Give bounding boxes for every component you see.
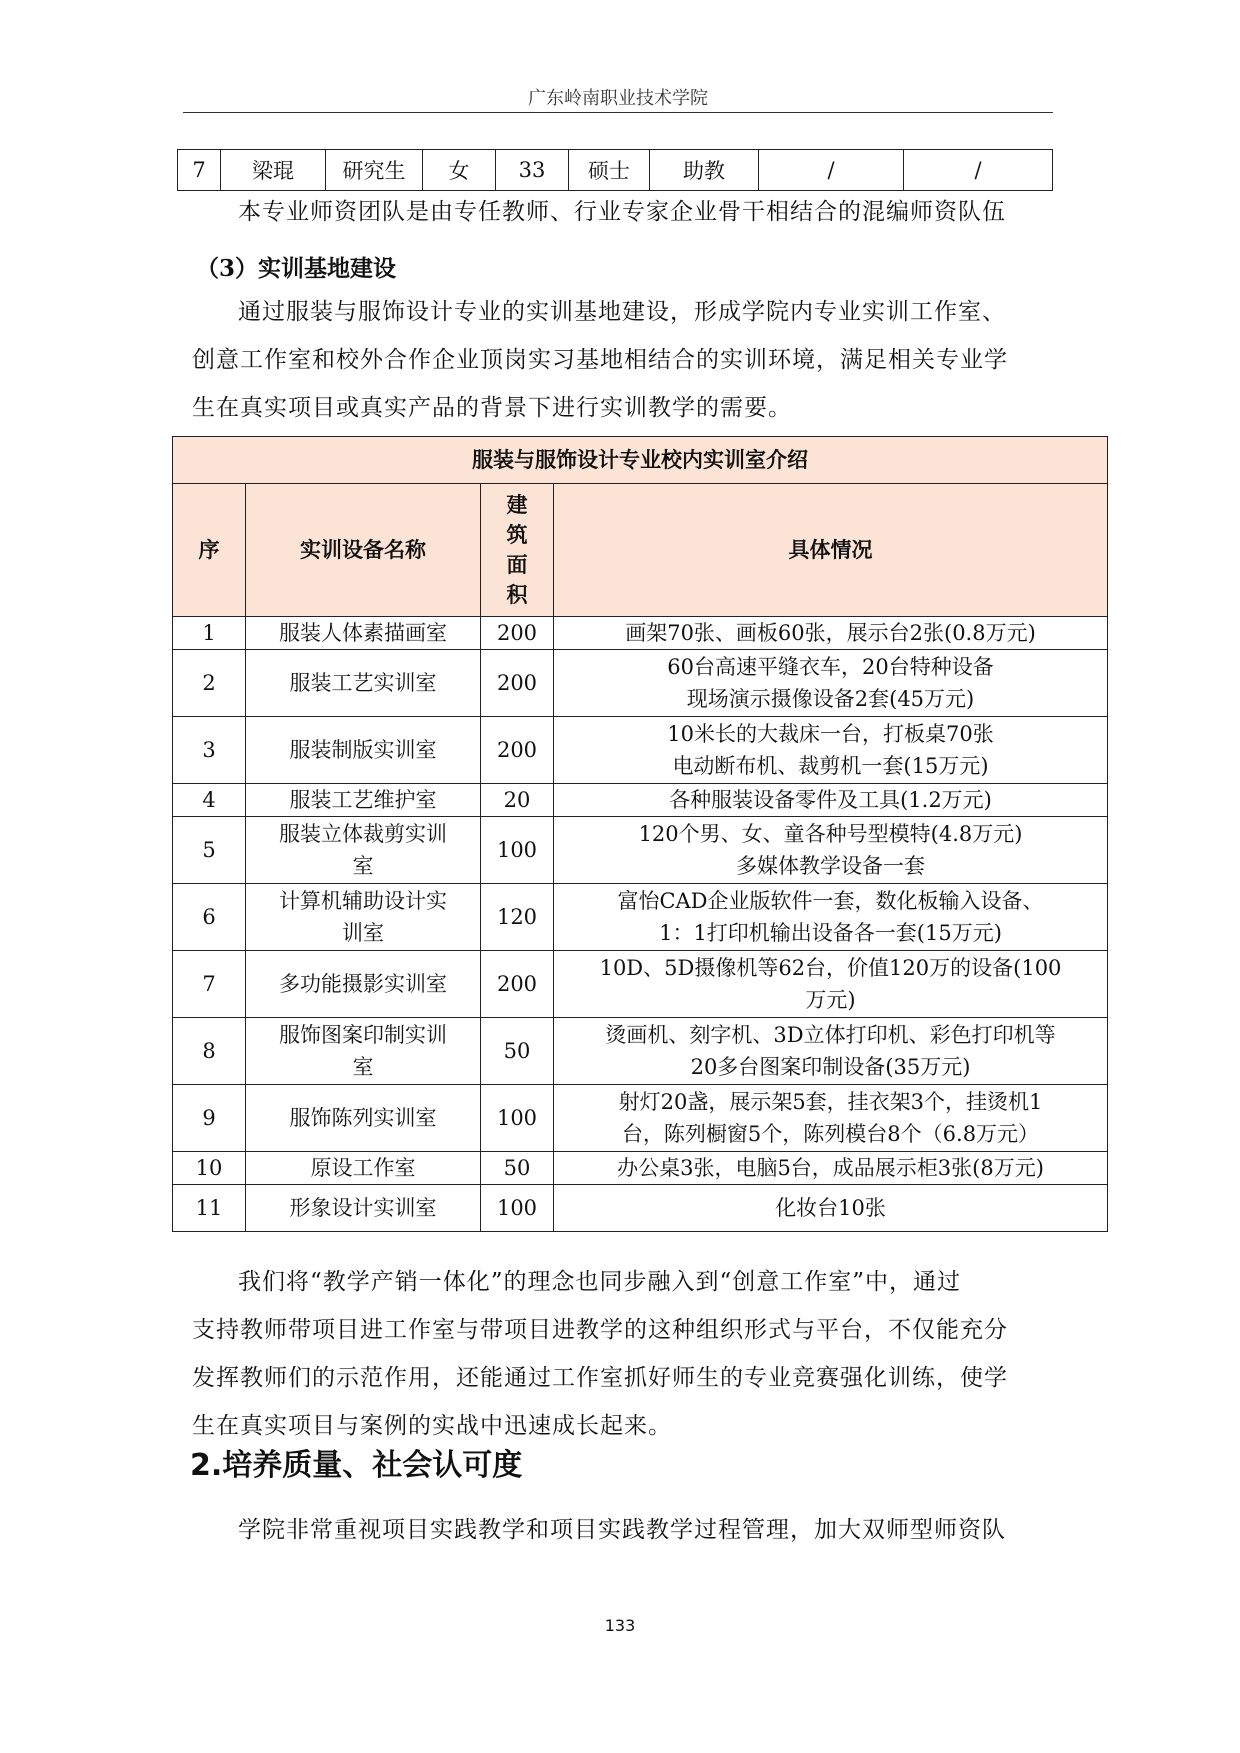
cell-name: 多功能摄影实训室 [246, 951, 481, 1018]
col-header-name: 实训设备名称 [246, 484, 481, 617]
cell-name: 形象设计实训室 [246, 1185, 481, 1232]
cell-detail: 办公桌3张，电脑5台，成品展示柜3张(8万元) [554, 1152, 1108, 1185]
table-header-row [173, 484, 1108, 617]
cell-name: 原设工作室 [246, 1152, 481, 1185]
cell-area: 200 [481, 717, 554, 784]
table-row [173, 1018, 1108, 1085]
table-row [173, 650, 1108, 717]
staff-cell: 女 [423, 150, 496, 191]
table-row [173, 884, 1108, 951]
cell-name: 服装人体素描画室 [246, 617, 481, 650]
cell-detail: 画架70张、画板60张，展示台2张(0.8万元) [554, 617, 1108, 650]
cell-area: 100 [481, 1085, 554, 1152]
table-row [173, 617, 1108, 650]
table-row [173, 817, 1108, 884]
staff-cell: / [759, 150, 904, 191]
cell-name: 服装工艺实训室 [246, 650, 481, 717]
table-row [173, 784, 1108, 817]
text-line: 生在真实项目或真实产品的背景下进行实训教学的需要。 [192, 395, 792, 421]
cell-no: 9 [173, 1085, 246, 1152]
staff-table-fragment [177, 149, 1053, 191]
cell-detail: 烫画机、刻字机、3D立体打印机、彩色打印机等 20多台图案印制设备(35万元) [554, 1018, 1108, 1085]
col-header-area: 建筑面积 [481, 484, 554, 617]
col-header-detail: 具体情况 [554, 484, 1108, 617]
staff-cell: 33 [496, 150, 569, 191]
text-line: 通过服装与服饰设计专业的实训基地建设，形成学院内专业实训工作室、 [238, 299, 1006, 325]
paragraph-studio [192, 1258, 1042, 1450]
table-title: 服装与服饰设计专业校内实训室介绍 [173, 437, 1108, 484]
paragraph-training-base [192, 288, 1042, 432]
cell-no: 11 [173, 1185, 246, 1232]
table-title-row [173, 437, 1108, 484]
page-header: 广东岭南职业技术学院 [528, 88, 708, 109]
cell-name: 服装工艺维护室 [246, 784, 481, 817]
cell-no: 4 [173, 784, 246, 817]
cell-area: 100 [481, 817, 554, 884]
cell-detail: 10米长的大裁床一台，打板桌70张 电动断布机、裁剪机一套(15万元) [554, 717, 1108, 784]
cell-name: 服饰图案印制实训 室 [246, 1018, 481, 1085]
cell-area: 20 [481, 784, 554, 817]
text-line: 生在真实项目与案例的实战中迅速成长起来。 [192, 1413, 672, 1439]
cell-no: 1 [173, 617, 246, 650]
cell-detail: 各种服装设备零件及工具(1.2万元) [554, 784, 1108, 817]
cell-detail: 化妆台10张 [554, 1185, 1108, 1232]
table-body [173, 617, 1108, 1232]
cell-area: 50 [481, 1152, 554, 1185]
page-number: 133 [604, 1616, 636, 1635]
table-row [173, 1085, 1108, 1152]
cell-no: 3 [173, 717, 246, 784]
staff-cell: / [904, 150, 1053, 191]
cell-name: 服装制版实训室 [246, 717, 481, 784]
staff-cell: 硕士 [569, 150, 650, 191]
cell-area: 50 [481, 1018, 554, 1085]
table-row [173, 1185, 1108, 1232]
section-heading-training-base: （3）实训基地建设 [196, 255, 397, 282]
text-line: 创意工作室和校外合作企业顶岗实习基地相结合的实训环境，满足相关专业学 [192, 347, 1008, 373]
table-row [173, 1152, 1108, 1185]
staff-cell: 研究生 [326, 150, 423, 191]
cell-name: 服装立体裁剪实训 室 [246, 817, 481, 884]
paragraph-team: 本专业师资团队是由专任教师、行业专家企业骨干相结合的混编师资队伍 [238, 199, 1006, 225]
table-row [173, 951, 1108, 1018]
cell-name: 服饰陈列实训室 [246, 1085, 481, 1152]
cell-no: 2 [173, 650, 246, 717]
cell-no: 10 [173, 1152, 246, 1185]
training-room-table [172, 436, 1108, 1232]
cell-no: 6 [173, 884, 246, 951]
cell-detail: 射灯20盏，展示架5套，挂衣架3个，挂烫机1 台，陈列橱窗5个，陈列模台8个（6.8万元） [554, 1085, 1108, 1152]
cell-detail: 富怡CAD企业版软件一套，数化板输入设备、 1：1打印机输出设备各一套(15万元) [554, 884, 1108, 951]
cell-detail: 10D、5D摄像机等62台，价值120万的设备(100 万元) [554, 951, 1108, 1018]
cell-name: 计算机辅助设计实 训室 [246, 884, 481, 951]
table-row [173, 717, 1108, 784]
section-heading-quality: 2.培养质量、社会认可度 [190, 1448, 523, 1483]
cell-area: 200 [481, 951, 554, 1018]
cell-no: 8 [173, 1018, 246, 1085]
cell-detail: 120个男、女、童各种号型模特(4.8万元) 多媒体教学设备一套 [554, 817, 1108, 884]
text-line: 我们将“教学产销一体化”的理念也同步融入到“创意工作室”中，通过 [238, 1269, 962, 1295]
cell-no: 7 [173, 951, 246, 1018]
table-row [178, 150, 1053, 191]
cell-detail: 60台高速平缝衣车，20台特种设备 现场演示摄像设备2套(45万元) [554, 650, 1108, 717]
staff-cell: 7 [178, 150, 221, 191]
col-header-no: 序 [173, 484, 246, 617]
text-line: 发挥教师们的示范作用，还能通过工作室抓好师生的专业竞赛强化训练，使学 [192, 1365, 1008, 1391]
cell-area: 120 [481, 884, 554, 951]
staff-cell: 梁琨 [221, 150, 326, 191]
cell-no: 5 [173, 817, 246, 884]
text-line: 支持教师带项目进工作室与带项目进教学的这种组织形式与平台，不仅能充分 [192, 1317, 1008, 1343]
cell-area: 200 [481, 617, 554, 650]
paragraph-quality: 学院非常重视项目实践教学和项目实践教学过程管理，加大双师型师资队 [238, 1517, 1006, 1543]
staff-cell: 助教 [650, 150, 759, 191]
cell-area: 200 [481, 650, 554, 717]
header-rule [183, 112, 1053, 113]
cell-area: 100 [481, 1185, 554, 1232]
